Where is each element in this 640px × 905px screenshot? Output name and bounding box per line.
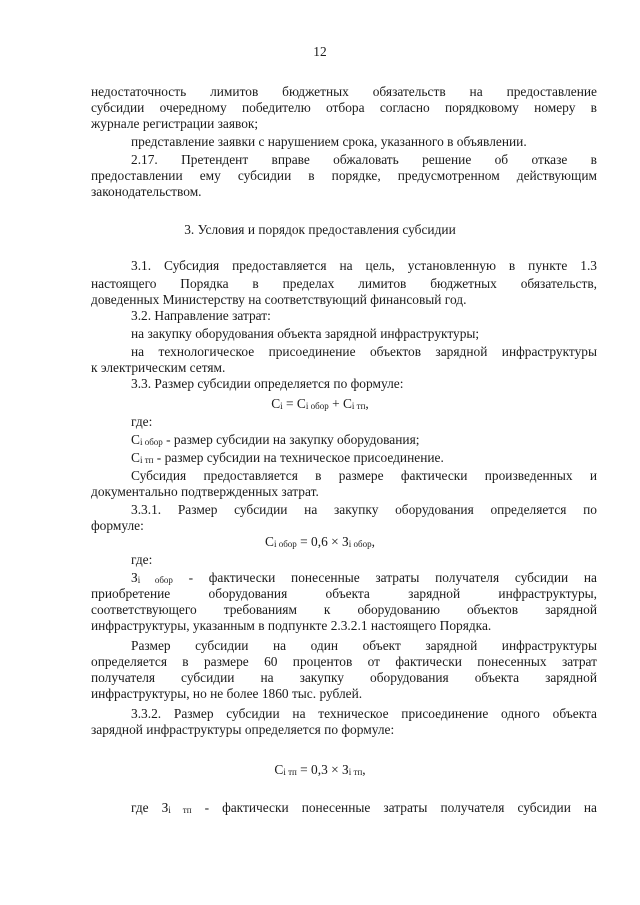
definition-line: $C_{i тп}$ - размер субсидии на техническое присоединение. <box>131 450 444 465</box>
text-line: законодательством. <box>91 184 202 199</box>
formula-total: $C_i = C_{i обор} + C_{i тп}$, <box>271 396 369 411</box>
definition-line: где $З_{i тп}$ - фактически понесенные затраты получателя субсидии на <box>131 800 598 815</box>
text-line: представление заявки с нарушением срока, указанного в объявлении. <box>131 134 527 149</box>
text-line: приобретение оборудования объекта зарядной инфраструктуры, <box>91 586 597 601</box>
text-line: 3.3.2. Размер субсидии на техническое присоединение одного объекта <box>131 706 597 721</box>
text-line: к электрическим сетям. <box>91 360 226 375</box>
text-line: инфраструктуры, но не более 1860 тыс. рублей. <box>91 686 363 701</box>
formula-equipment: $C_{i обор} = 0,6 \times З_{i обор}$, <box>265 534 375 549</box>
text-line: зарядной инфраструктуры определяется по формуле: <box>91 722 395 737</box>
formula-connection: $C_{i тп} = 0,3 \times З_{i тп}$, <box>274 762 366 777</box>
text-line: 3.1. Субсидия предоставляется на цель, установленную в пункте 1.3 <box>131 258 597 273</box>
text-line: инфраструктуры, указанным в подпункте 2.3.2.1 настоящего Порядка. <box>91 618 492 633</box>
text-line: получателя субсидии на закупку оборудования объекта зарядной <box>91 670 597 685</box>
text-line: где: <box>131 552 153 567</box>
text-line: соответствующего требованиям к оборудованию объектов зарядной <box>91 602 597 617</box>
text-line: формуле: <box>91 518 144 533</box>
page-number: 12 <box>313 44 327 59</box>
text-line: субсидии очередному победителю отбора согласно порядковому номеру в <box>91 100 597 115</box>
text-line: определяется в размере 60 процентов от фактически понесенных затрат <box>91 654 597 669</box>
text-line: предоставлении ему субсидии в порядке, предусмотренном действующим <box>91 168 597 183</box>
text-line: 3.3. Размер субсидии определяется по формуле: <box>131 376 404 391</box>
definition-line: $З_{i обор}$ - фактически понесенные затраты получателя субсидии на <box>131 570 597 585</box>
definition-line: $C_{i обор}$ - размер субсидии на закупку оборудования; <box>131 432 420 447</box>
text-line: на технологическое присоединение объектов зарядной инфраструктуры <box>131 344 597 359</box>
text-line: 3.2. Направление затрат: <box>131 308 271 323</box>
text-line: 3.3.1. Размер субсидии на закупку оборудования определяется по <box>131 502 597 517</box>
text-line: Размер субсидии на один объект зарядной инфраструктуры <box>131 638 597 653</box>
text-line: недостаточность лимитов бюджетных обязательств на предоставление <box>91 84 597 99</box>
text-line: на закупку оборудования объекта зарядной инфраструктуры; <box>131 326 480 341</box>
text-line: Субсидия предоставляется в размере фактически произведенных и <box>131 468 597 483</box>
text-line: 2.17. Претендент вправе обжаловать решение об отказе в <box>131 152 597 167</box>
text-line: настоящего Порядка в пределах лимитов бюджетных обязательств, <box>91 276 597 291</box>
text-line: документально подтвержденных затрат. <box>91 484 319 499</box>
text-line: доведенных Министерству на соответствующий финансовый год. <box>91 292 467 307</box>
section-heading: 3. Условия и порядок предоставления субсидии <box>184 222 456 237</box>
text-line: где: <box>131 414 153 429</box>
text-line: журнале регистрации заявок; <box>91 116 259 131</box>
